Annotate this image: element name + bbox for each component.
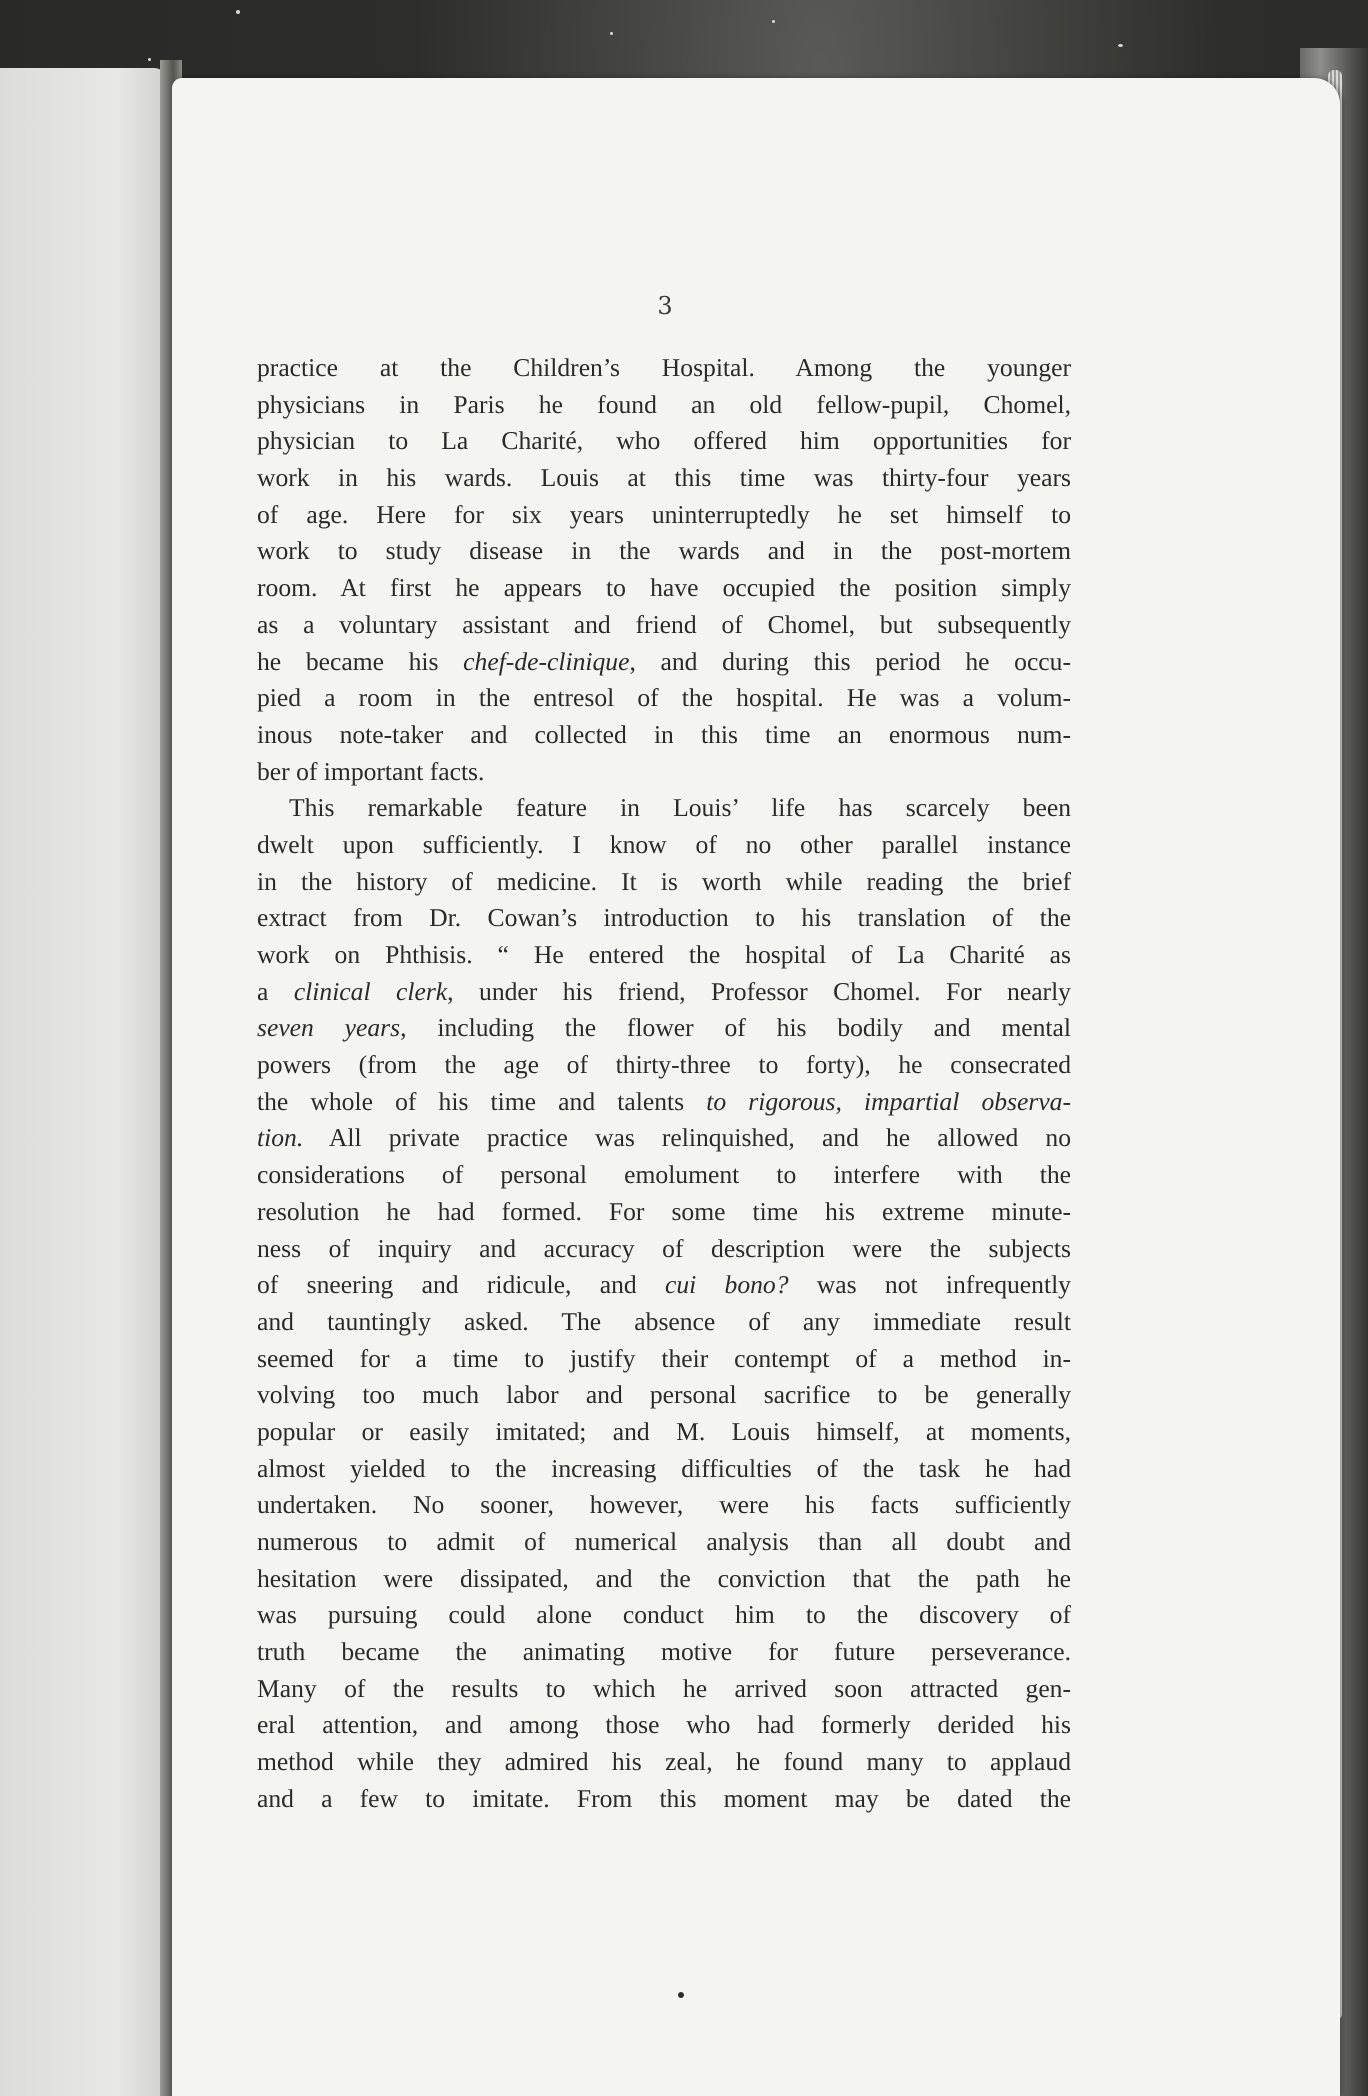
text-line: of sneering and ridicule, and cui bono? was not infrequently: [257, 1270, 1071, 1300]
scan-speck: [772, 20, 775, 23]
text-line: as a voluntary assistant and friend of Chomel, but subsequently: [257, 609, 1071, 639]
text-line: popular or easily imitated; and M. Louis himself, at moments,: [257, 1416, 1071, 1446]
text-line: volving too much labor and personal sacrifice to be generally: [257, 1380, 1071, 1410]
text-line: in the history of medicine. It is worth while reading the brief: [257, 866, 1071, 896]
text-line: resolution he had formed. For some time his extreme minute-: [257, 1196, 1071, 1226]
text-line: physicians in Paris he found an old fellow-pupil, Chomel,: [257, 389, 1071, 419]
text-line: extract from Dr. Cowan’s introduction to his translation of the: [257, 903, 1071, 933]
text-line: physician to La Charité, who offered him opportunities for: [257, 426, 1071, 456]
text-line: undertaken. No sooner, however, were his facts sufficiently: [257, 1490, 1071, 1520]
text-line: work to study disease in the wards and in the post-mortem: [257, 536, 1071, 566]
text-line: the whole of his time and talents to rigorous, impartial observa-: [257, 1086, 1071, 1116]
scan-speck: [148, 58, 151, 61]
text-line: he became his chef-de-clinique, and during this period he occu-: [257, 646, 1071, 676]
text-line: was pursuing could alone conduct him to the discovery of: [257, 1600, 1071, 1630]
text-line: pied a room in the entresol of the hospital. He was a volum-: [257, 683, 1071, 713]
text-line: and tauntingly asked. The absence of any immediate result: [257, 1306, 1071, 1336]
text-line: dwelt upon sufficiently. I know of no other parallel instance: [257, 829, 1071, 859]
facing-page-edge: [0, 68, 168, 2096]
scan-speck: [1118, 44, 1123, 47]
text-line: powers (from the age of thirty-three to forty), he consecrated: [257, 1050, 1071, 1080]
text-line: This remarkable feature in Louis’ life has scarcely been: [289, 793, 1071, 823]
scan-speck: [610, 32, 613, 35]
text-line: ness of inquiry and accuracy of description were the subjects: [257, 1233, 1071, 1263]
text-line: hesitation were dissipated, and the conviction that the path he: [257, 1563, 1071, 1593]
text-line: a clinical clerk, under his friend, Professor Chomel. For nearly: [257, 976, 1071, 1006]
text-line: Many of the results to which he arrived soon attracted gen-: [257, 1673, 1071, 1703]
text-line: of age. Here for six years uninterruptedly he set himself to: [257, 499, 1071, 529]
text-line: work in his wards. Louis at this time was thirty-four years: [257, 463, 1071, 493]
text-line: considerations of personal emolument to interfere with the: [257, 1160, 1071, 1190]
text-line: almost yielded to the increasing difficulties of the task he had: [257, 1453, 1071, 1483]
text-line: inous note-taker and collected in this time an enormous num-: [257, 719, 1071, 749]
text-line: work on Phthisis. “ He entered the hospital of La Charité as: [257, 940, 1071, 969]
text-line: numerous to admit of numerical analysis than all doubt and: [257, 1527, 1071, 1556]
text-line: and a few to imitate. From this moment may be dated the: [257, 1783, 1071, 1813]
footer-mark: [678, 1992, 684, 1998]
page-number: 3: [657, 292, 673, 320]
text-line: method while they admired his zeal, he found many to applaud: [257, 1747, 1071, 1777]
text-line: practice at the Children’s Hospital. Among the younger: [257, 353, 1071, 382]
scan-speck: [236, 10, 240, 14]
text-line: room. At first he appears to have occupied the position simply: [257, 573, 1071, 603]
text-line: eral attention, and among those who had formerly derided his: [257, 1710, 1071, 1740]
body-text: [257, 350, 1071, 1818]
text-line: truth became the animating motive for future perseverance.: [257, 1637, 1071, 1667]
text-line: seven years, including the flower of his bodily and mental: [257, 1013, 1071, 1043]
text-line: tion. All private practice was relinquished, and he allowed no: [257, 1123, 1071, 1153]
text-line: seemed for a time to justify their contempt of a method in-: [257, 1343, 1071, 1373]
text-line: ber of important facts.: [257, 756, 485, 786]
